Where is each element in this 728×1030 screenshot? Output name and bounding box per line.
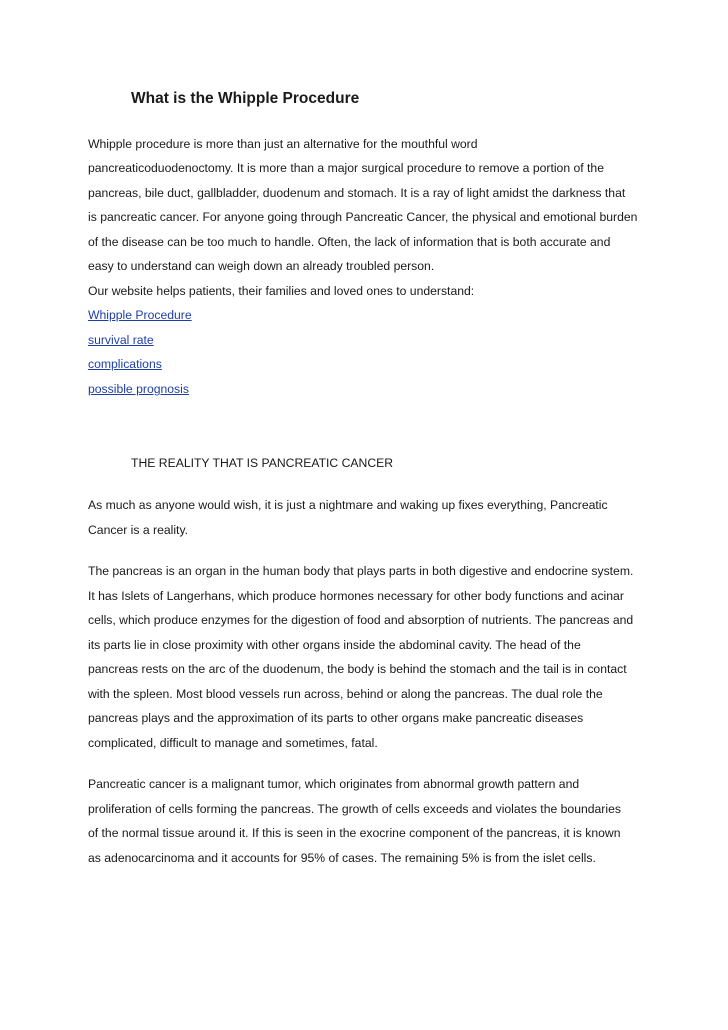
paragraph-line: Pancreatic cancer is a malignant tumor, which originates from abnormal growth pattern and — [88, 777, 580, 791]
paragraph-line: pancreas rests on the arc of the duodenum, the body is behind the stomach and the tail is in contact — [88, 662, 627, 676]
paragraph-line: its parts lie in close proximity with other organs inside the abdominal cavity. The head of the — [88, 638, 581, 652]
link-complications[interactable]: complications — [88, 357, 162, 371]
intro-line: Whipple procedure is more than just an alternative for the mouthful word — [88, 137, 478, 151]
intro-line: easy to understand can weigh down an already troubled person. — [88, 259, 435, 273]
paragraph-line: with the spleen. Most blood vessels run across, behind or along the pancreas. The dual role the — [88, 687, 603, 701]
paragraph-line: Cancer is a reality. — [88, 523, 189, 537]
intro-line: pancreas, bile duct, gallbladder, duodenum and stomach. It is a ray of light amidst the darkness that — [88, 186, 626, 200]
link-whipple-procedure[interactable]: Whipple Procedure — [88, 308, 192, 322]
link-possible-prognosis[interactable]: possible prognosis — [88, 382, 189, 396]
intro-line: of the disease can be too much to handle. Often, the lack of information that is both accurate and — [88, 235, 611, 249]
paragraph-line: complicated, difficult to manage and sometimes, fatal. — [88, 736, 378, 750]
paragraph-line: cells, which produce enzymes for the digestion of food and absorption of nutrients. The pancreas and — [88, 613, 634, 627]
paragraph-line: of the normal tissue around it. If this is seen in the exocrine component of the pancreas, it is known — [88, 826, 621, 840]
paragraph-line: pancreas plays and the approximation of its parts to other organs make pancreatic diseases — [88, 711, 584, 725]
section-heading: THE REALITY THAT IS PANCREATIC CANCER — [131, 456, 394, 470]
paragraph-line: As much as anyone would wish, it is just a nightmare and waking up fixes everything, Pancreatic — [88, 498, 608, 512]
intro-line: Our website helps patients, their families and loved ones to understand: — [88, 284, 475, 298]
intro-line: pancreaticoduodenoctomy. It is more than a major surgical procedure to remove a portion of the — [88, 161, 604, 175]
paragraph-line: as adenocarcinoma and it accounts for 95% of cases. The remaining 5% is from the islet cells. — [88, 851, 596, 865]
paragraph-line: The pancreas is an organ in the human body that plays parts in both digestive and endocrine system. — [88, 564, 634, 578]
document-title: What is the Whipple Procedure — [131, 90, 360, 107]
link-survival-rate[interactable]: survival rate — [88, 333, 154, 347]
intro-line: is pancreatic cancer. For anyone going through Pancreatic Cancer, the physical and emotional burden — [88, 210, 638, 224]
paragraph-line: proliferation of cells forming the pancreas. The growth of cells exceeds and violates the boundaries — [88, 802, 621, 816]
paragraph-line: It has Islets of Langerhans, which produce hormones necessary for other body functions and acinar — [88, 589, 624, 603]
